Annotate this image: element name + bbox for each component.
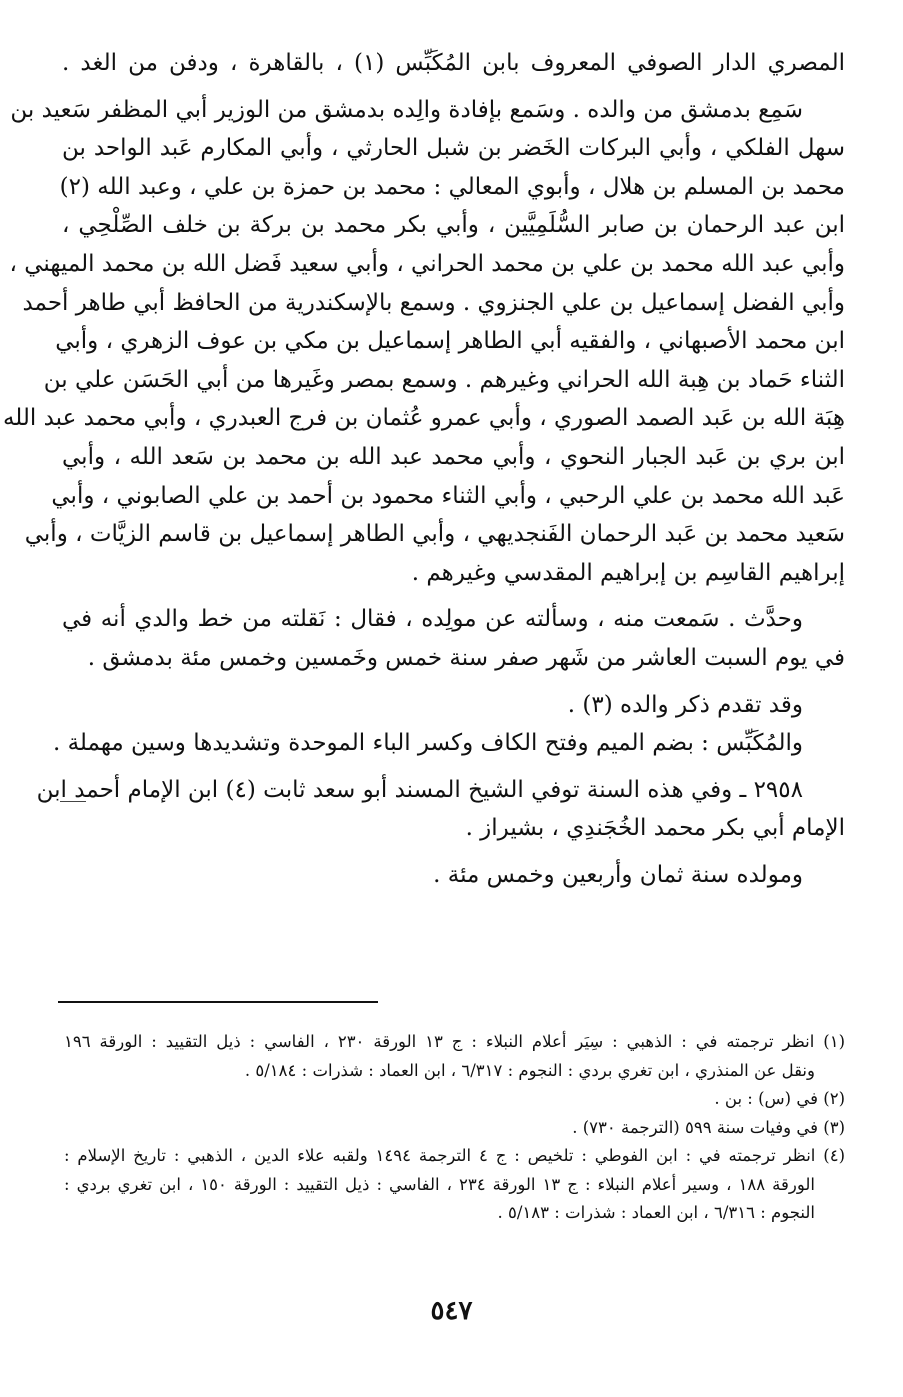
footnote-1-cont: ونقل عن المنذري ، ابن تغري بردي : النجوم : ٦/٣١٧ ، ابن العماد : شذرات : ٥/١٨٤ . bbox=[244, 1060, 815, 1080]
text-line: وحدَّث . سَمعت منه ، وسألته عن مولِده ، فقال : نَقلته من خط والدي أنه في bbox=[62, 606, 803, 633]
margin-mark bbox=[60, 801, 86, 802]
text-line: المصري الدار الصوفي المعروف بابن المُكَبِّس (١) ، بالقاهرة ، ودفن من الغد . bbox=[62, 50, 845, 76]
footnote-4: (٤) انظر ترجمته في : ابن الفوطي : تلخيص : ج ٤ الترجمة ١٤٩٤ ولقبه علاء الدين ، الذهبي : تاريخ الإسلام : bbox=[64, 1146, 845, 1165]
page-number: ٥٤٧ bbox=[430, 1296, 473, 1326]
text-line: وأبي عبد الله محمد بن علي بن محمد الحراني ، وأبي سعيد فَضل الله بن محمد الميهني ، bbox=[9, 250, 845, 277]
text-line: الثناء حَماد بن هِبة الله الحراني وغيرهم . وسمع بمصر وغَيرها من أبي الحَسَن علي بن bbox=[43, 366, 845, 393]
text-line: والمُكَبِّس : بضم الميم وفتح الكاف وكسر الباء الموحدة وتشديدها وسين مهملة . bbox=[52, 730, 803, 757]
text-line: سَمِع بدمشق من والده . وسَمع بإفادة والِده بدمشق من الوزير أبي المظفر سَعيد بن bbox=[10, 96, 803, 123]
footnote-1: (١) انظر ترجمته في : الذهبي : سِيَر أعلام النبلاء : ج ١٣ الورقة ٢٣٠ ، الفاسي : ذيل التقييد : الورقة ١٩٦ bbox=[64, 1032, 846, 1051]
text-line: إبراهيم القاسِم بن إبراهيم المقدسي وغيرهم . bbox=[411, 559, 845, 586]
text-line: محمد بن المسلم بن هلال ، وأبوي المعالي : محمد بن حمزة بن علي ، وعبد الله (٢) bbox=[59, 173, 845, 200]
text-line: سهل الفلكي ، وأبي البركات الخَضر بن شبل الحارثي ، وأبي المكارم عَبد الواحد بن bbox=[62, 135, 845, 162]
text-line: وأبي الفضل إسماعيل بن علي الجنزوي . وسمع بالإسكندرية من الحافظ أبي طاهر أحمد bbox=[22, 289, 845, 316]
text-line: في يوم السبت العاشر من شَهر صفر سنة خمس وخَمسين وخمس مئة بدمشق . bbox=[87, 644, 845, 671]
text-line: سَعيد محمد بن عَبد الرحمان الفَنجديهي ، وأبي الطاهر إسماعيل بن قاسم الزيَّات ، وأبي bbox=[24, 521, 845, 548]
text-line: الإمام أبي بكر محمد الخُجَندِي ، بشيراز . bbox=[465, 815, 845, 842]
text-line: عَبد الله محمد بن علي الرحبي ، وأبي الثناء محمود بن أحمد بن علي الصابوني ، وأبي bbox=[51, 482, 845, 509]
text-line: ومولده سنة ثمان وأربعين وخمس مئة . bbox=[433, 861, 803, 888]
text-line: ابن عبد الرحمان بن صابر السُّلَمِيَّين ، وأبي بكر محمد بن بركة بن خلف الصِّلْحِي ، bbox=[62, 212, 845, 239]
text-line: وقد تقدم ذكر والده (٣) . bbox=[567, 691, 803, 718]
main-text bbox=[2, 44, 845, 894]
footnote-divider bbox=[58, 1001, 378, 1003]
footnote-4-cont: الورقة ١٨٨ ، وسير أعلام النبلاء : ج ١٣ الورقة ٢٣٤ ، الفاسي : ذيل التقييد : الورقة ١٥٠ ، ابن تغري بردي : bbox=[64, 1174, 815, 1194]
footnote-4-cont: النجوم : ٦/٣١٦ ، ابن العماد : شذرات : ٥/١٨٣ . bbox=[497, 1203, 815, 1222]
entry-heading-line: ٢٩٥٨ ـ وفي هذه السنة توفي الشيخ المسند أبو سعد ثابت (٤) ابن الإمام أحمد ابن bbox=[36, 776, 803, 803]
footnote-2: (٢) في (س) : بن . bbox=[714, 1089, 845, 1108]
text-line: ابن محمد الأصبهاني ، والفقيه أبي الطاهر إسماعيل بن مكي بن عوف الزهري ، وأبي bbox=[55, 328, 845, 355]
footnotes bbox=[64, 1028, 845, 1228]
footnote-3: (٣) في وفيات سنة ٥٩٩ (الترجمة ٧٣٠) . bbox=[572, 1117, 845, 1137]
text-line: ابن بري بن عَبد الجبار النحوي ، وأبي محمد عبد الله بن محمد بن سَعد الله ، وأبي bbox=[62, 443, 845, 470]
text-line: هِبَة الله بن عَبد الصمد الصوري ، وأبي عمرو عُثمان بن فرج العبدري ، وأبي محمد عبد الله bbox=[2, 405, 845, 432]
